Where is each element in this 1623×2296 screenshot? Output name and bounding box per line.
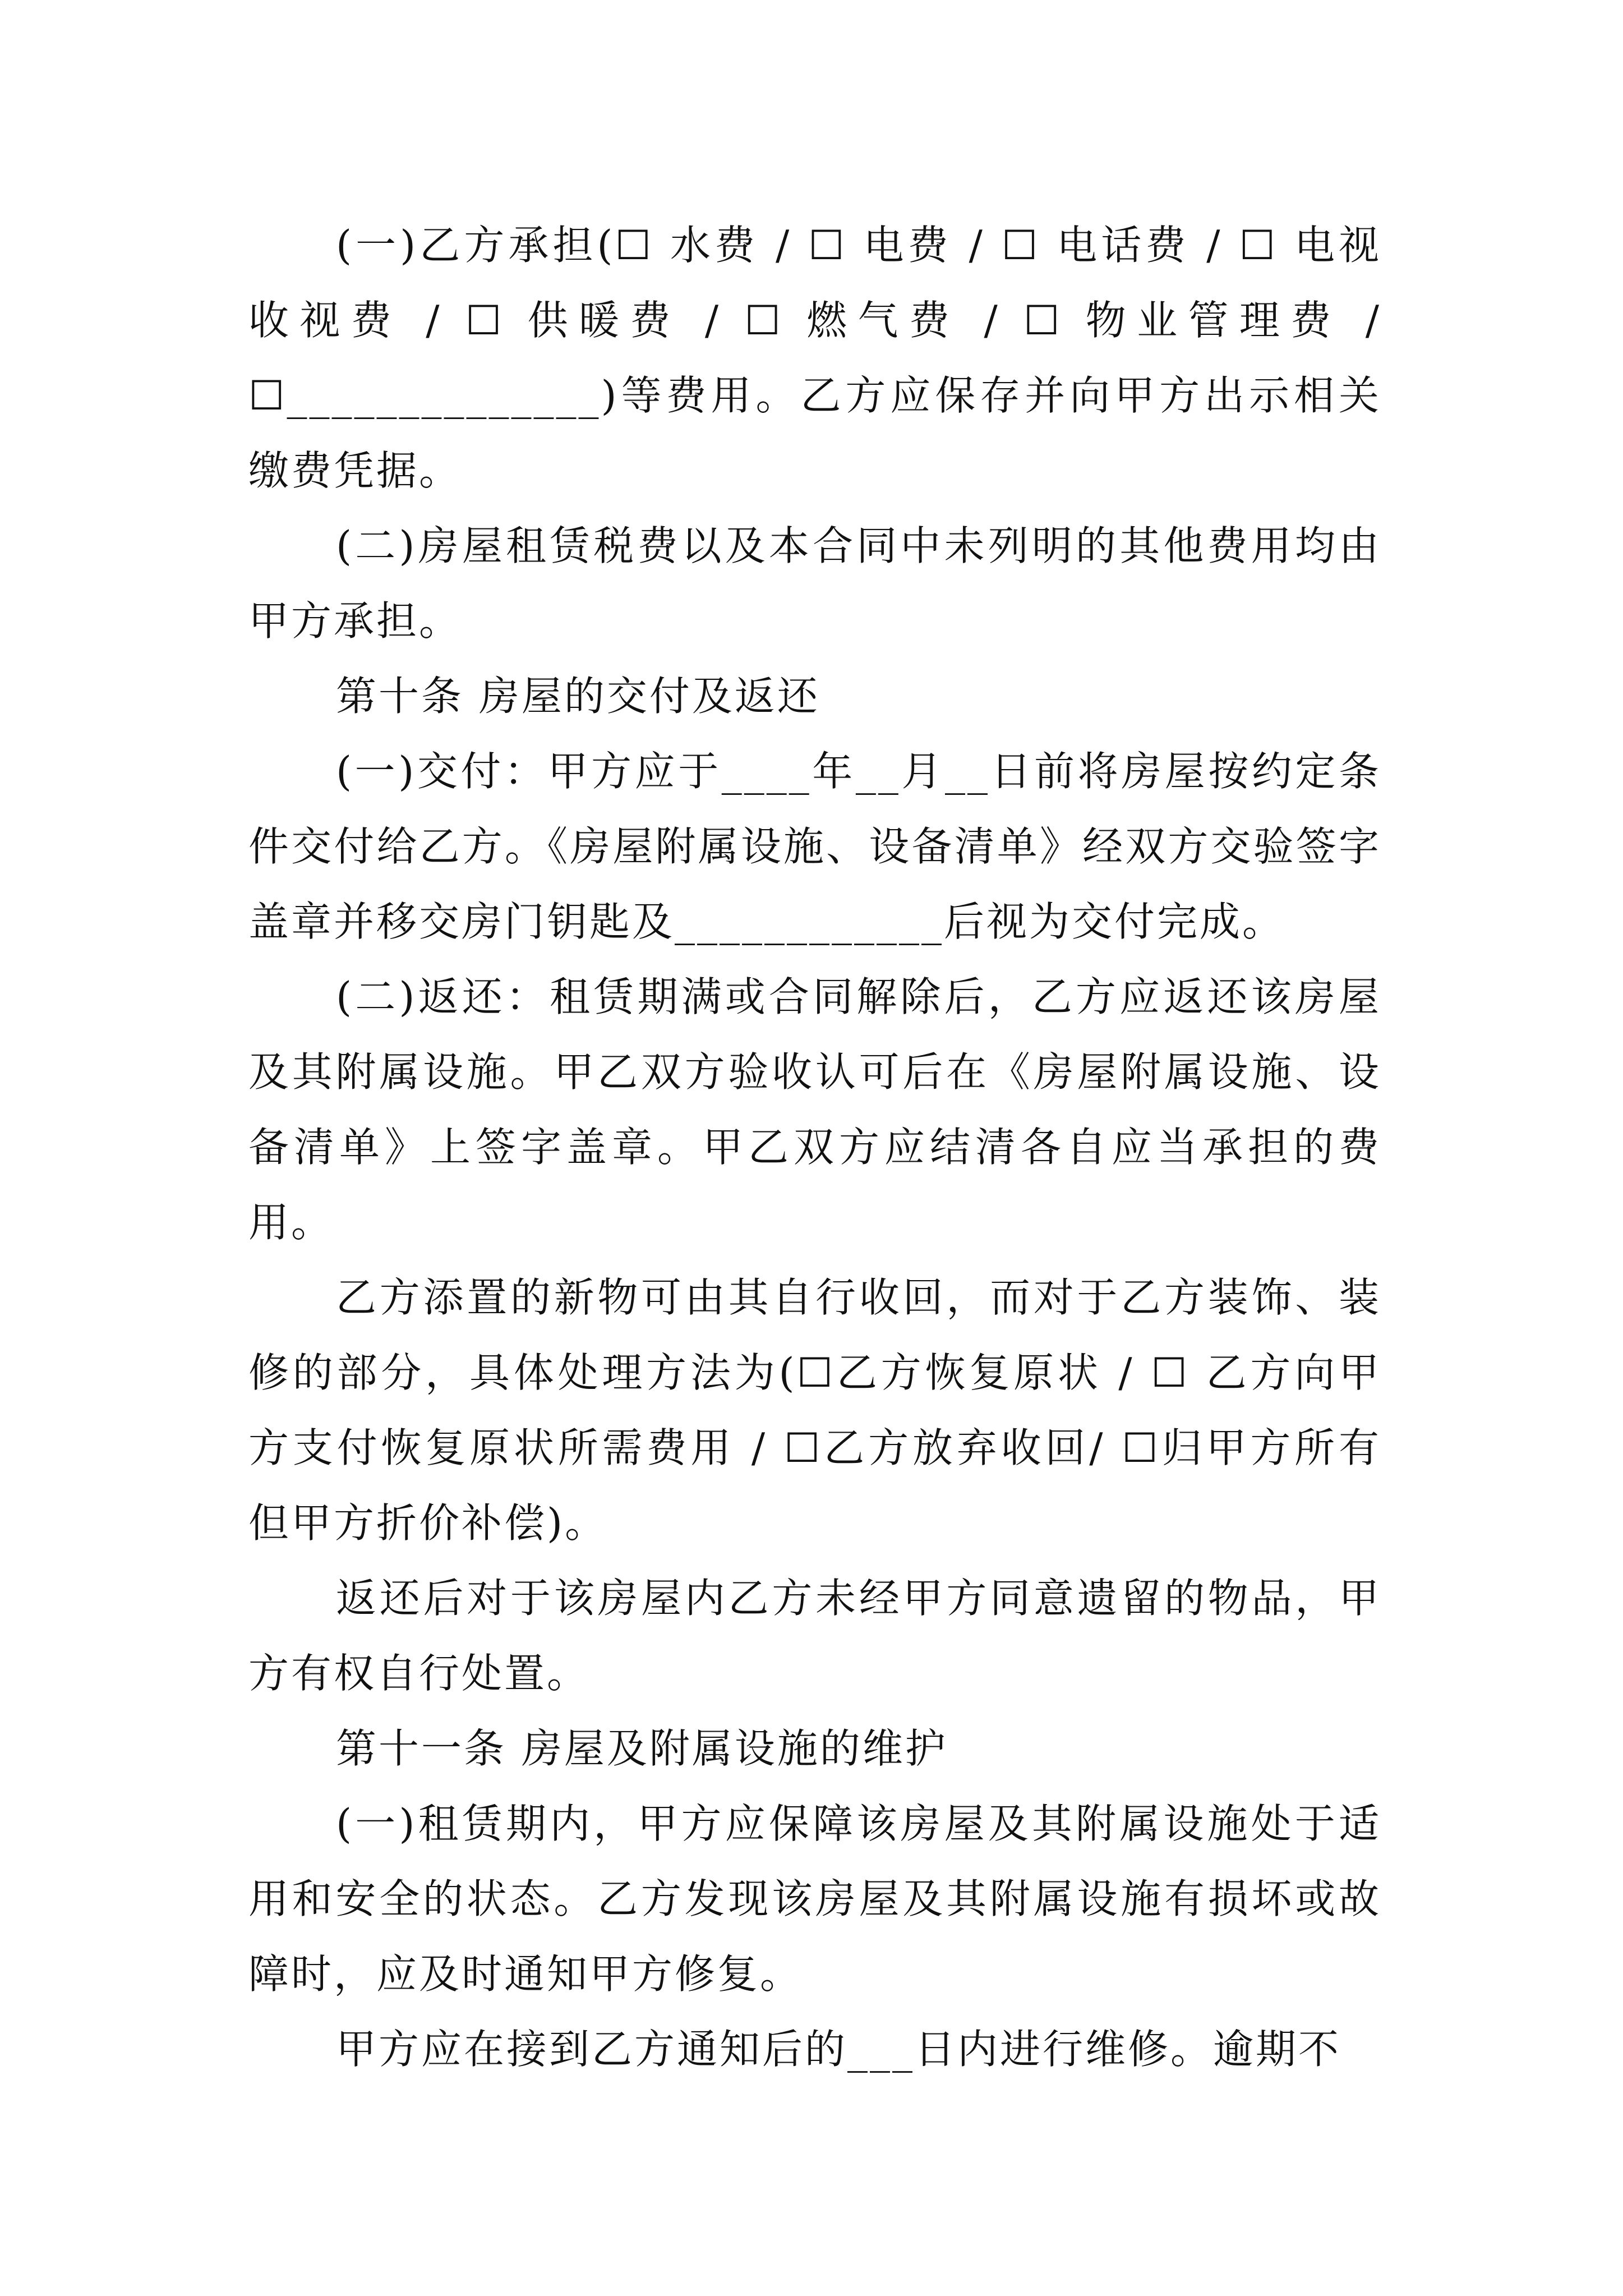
clause-11-item-1: (一)租赁期内，甲方应保障该房屋及其附属设施处于适用和安全的状态。乙方发现该房屋及其附属设施有损坏或故障时，应及时通知甲方修复。 bbox=[248, 1800, 1381, 1998]
document-body bbox=[248, 208, 1381, 2087]
clause-10-item-2: (二)返还：租赁期满或合同解除后，乙方应返还该房屋及其附属设施。甲乙双方验收认可后在《房屋附属设施、设备清单》上签字盖章。甲乙双方应结清各自应当承担的费用。 bbox=[248, 973, 1381, 1246]
clause-9-item-1: (一)乙方承担(☐ 水费 / ☐ 电费 / ☐ 电话费 / ☐ 电视收视费 / ☐ 供暖费 / ☐ 燃气费 / ☐ 物业管理费 /☐______________)等费用。乙方应保存并向甲方出示相关缴费凭据。 bbox=[248, 222, 1381, 494]
clause-10-paragraph-4: 返还后对于该房屋内乙方未经甲方同意遗留的物品，甲方有权自行处置。 bbox=[248, 1575, 1381, 1697]
clause-10-heading: 第十条 房屋的交付及返还 bbox=[336, 673, 820, 720]
clause-11-paragraph-2: 甲方应在接到乙方通知后的___日内进行维修。逾期不 bbox=[336, 2026, 1341, 2073]
clause-9-item-2: (二)房屋租赁税费以及本合同中未列明的其他费用均由甲方承担。 bbox=[248, 522, 1381, 645]
clause-10-paragraph-3: 乙方添置的新物可由其自行收回，而对于乙方装饰、装修的部分，具体处理方法为(☐乙方恢复原状 / ☐ 乙方向甲方支付恢复原状所需费用 / ☐乙方放弃收回/ ☐归甲方所有但甲方折价补偿)。 bbox=[248, 1274, 1381, 1547]
clause-10-item-1: (一)交付：甲方应于____年__月__日前将房屋按约定条件交付给乙方。《房屋附属设施、设备清单》经双方交验签字盖章并移交房门钥匙及____________后视为交付完成。 bbox=[248, 748, 1381, 945]
clause-11-heading: 第十一条 房屋及附属设施的维护 bbox=[336, 1725, 948, 1772]
